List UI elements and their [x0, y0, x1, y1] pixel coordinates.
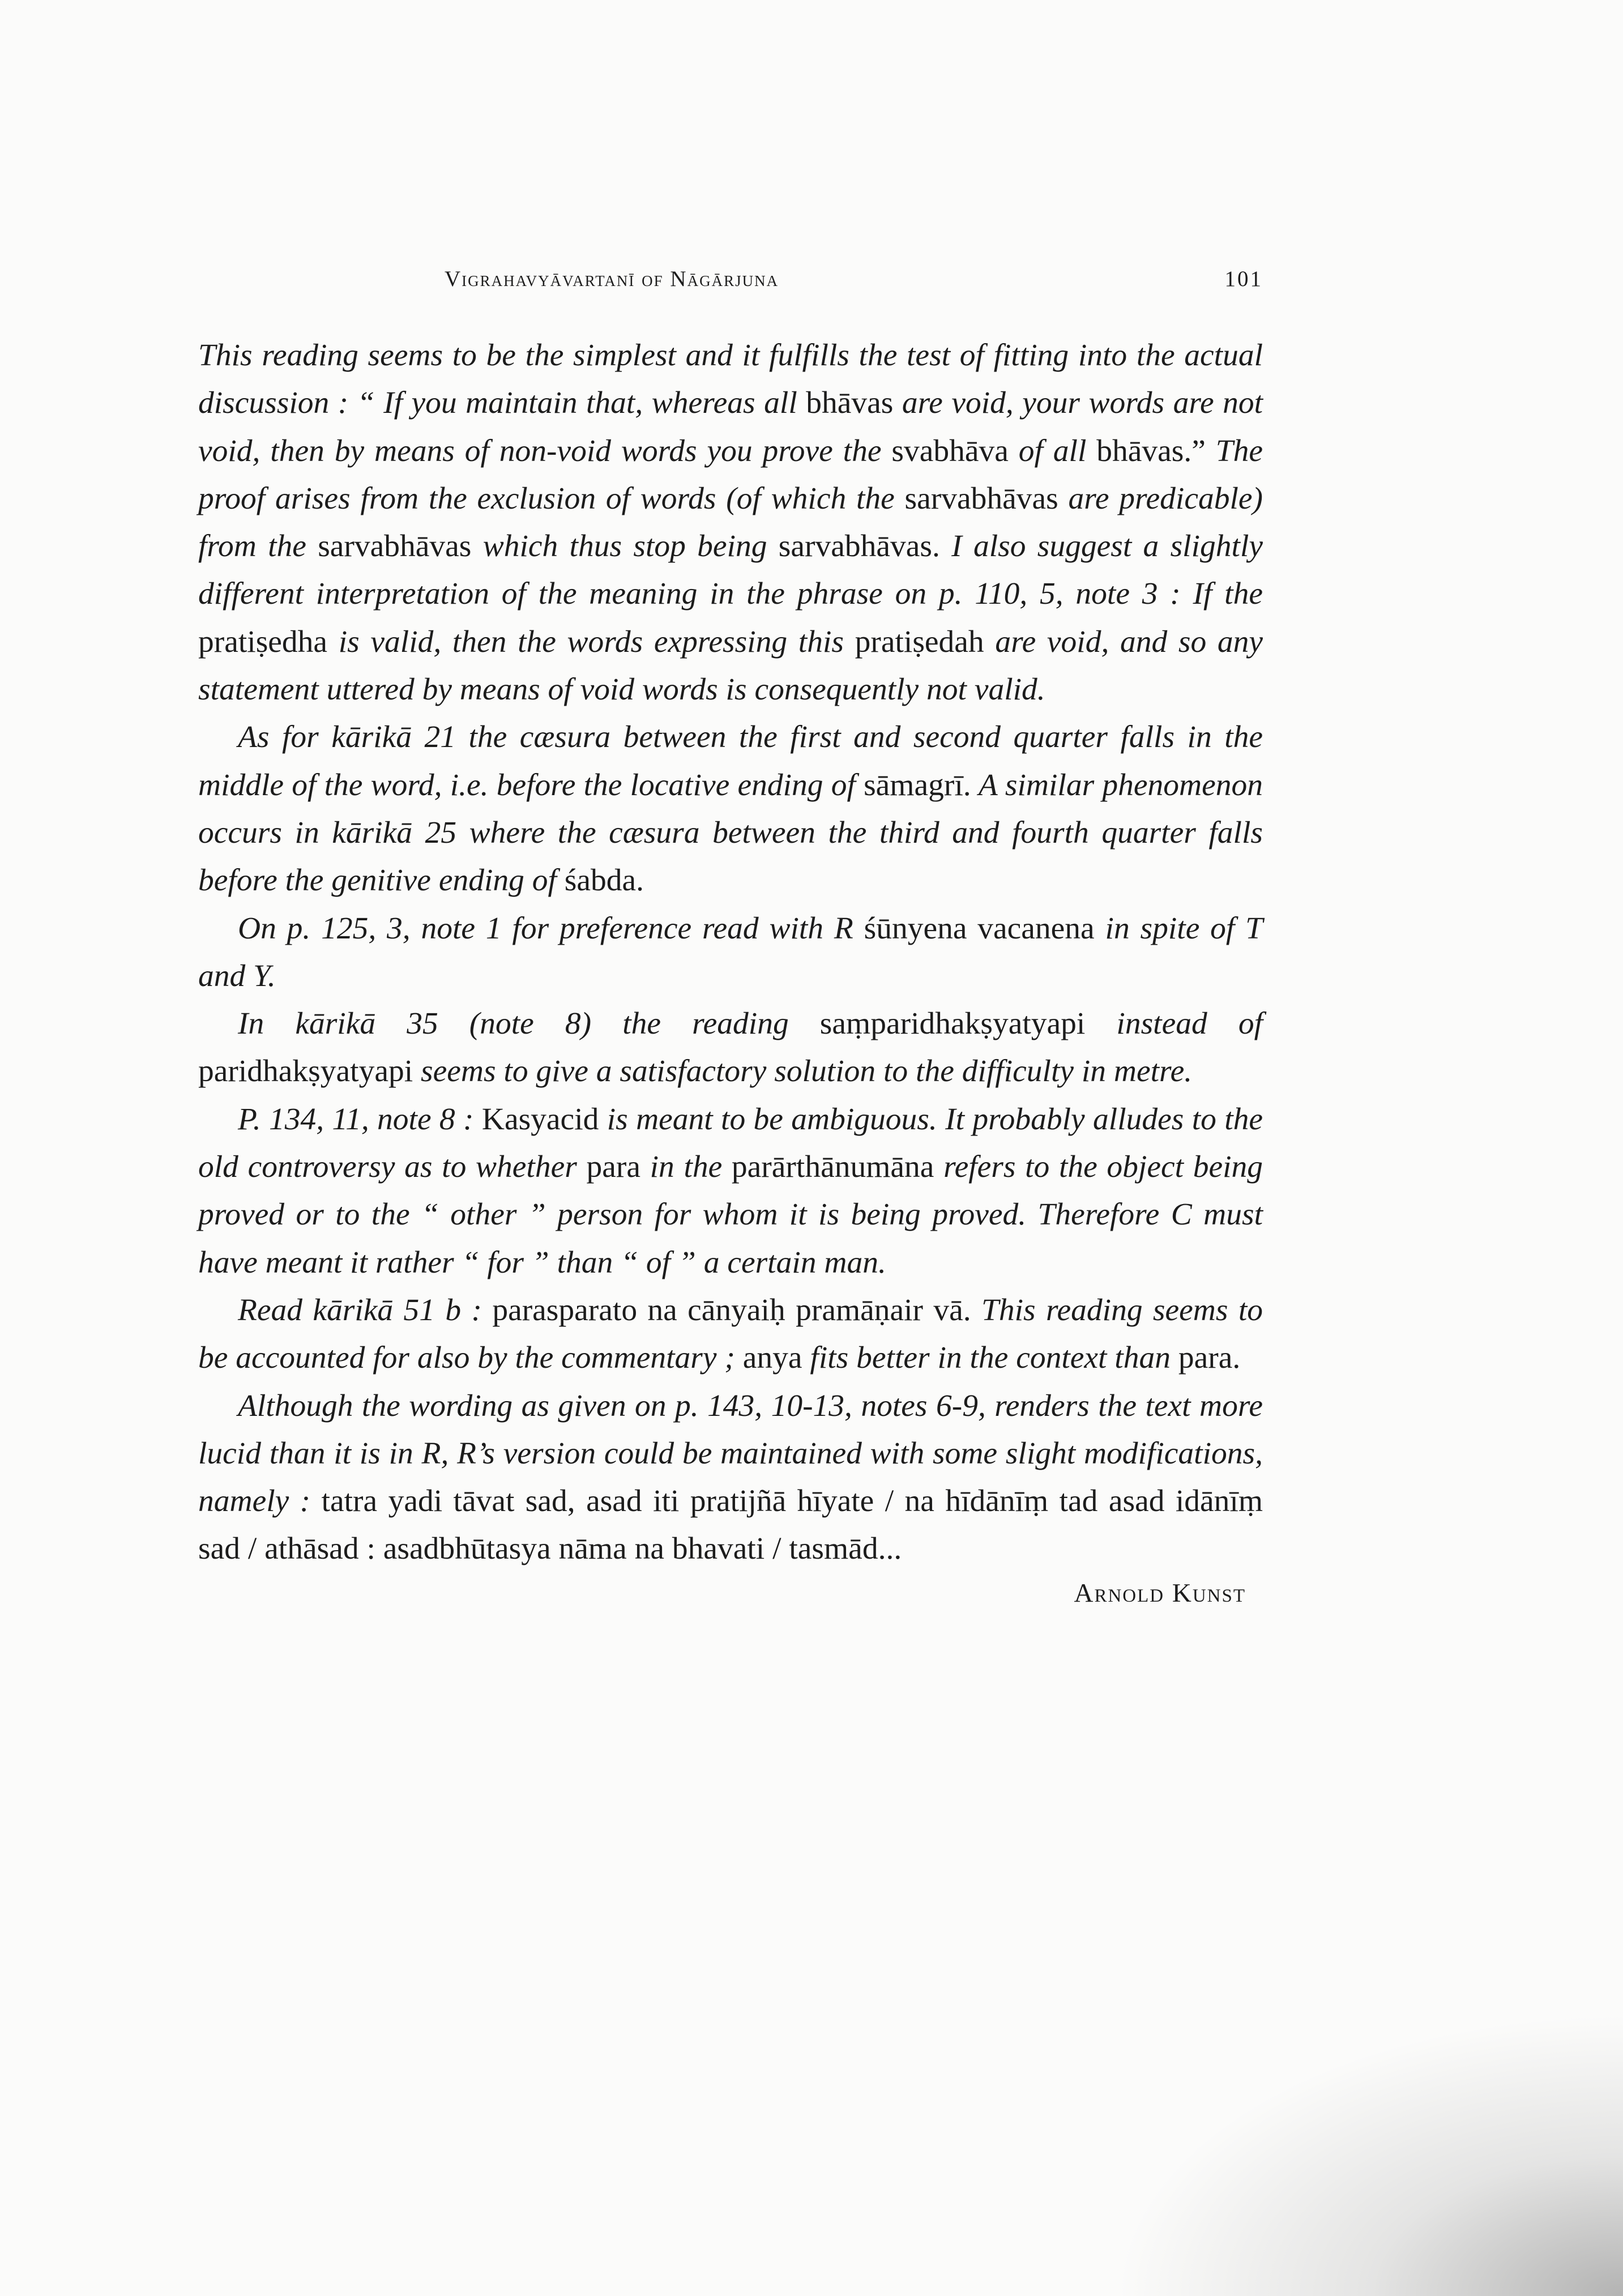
author-signature: Arnold Kunst — [1074, 1578, 1246, 1608]
scan-shadow — [1113, 2013, 1623, 2296]
page-number: 101 — [1224, 267, 1263, 291]
running-head: Vigrahavyāvartanī of Nāgārjuna — [445, 267, 779, 291]
paragraph-3: On p. 125, 3, note 1 for preference read with R śūnyena vacanena in spite of T and Y. — [198, 911, 1263, 993]
page-header — [198, 266, 1263, 306]
paragraph-6: Read kārikā 51 b : parasparato na cānyaiḥ pramāṇair vā. This reading seems to be accounted for also by the commentary ; anya fits better in the context than para. — [198, 1292, 1263, 1376]
paragraph-2: As for kārikā 21 the cæsura between the first and second quarter falls in the middle of the word, i.e. before the locative ending of sāmagrī. A similar phenomenon occurs in kārikā 25 where the cæsura between the third and fourth quarter falls before the genitive ending of śabda. — [198, 720, 1263, 898]
paragraph-5: P. 134, 11, note 8 : Kasyacid is meant to be ambiguous. It probably alludes to the old controversy as to whether para in the parārthānumāna refers to the object being proved or to the “ other ” person for whom it is being proved. Therefore C must have meant it rather “ for ” than “ of ” a certain man. — [198, 1102, 1263, 1280]
page — [198, 266, 1263, 1608]
paragraph-1: This reading seems to be the simplest and it fulfills the test of fitting into the actual discussion : “ If you maintain that, whereas all bhāvas are void, your words are not void, then by means of non-void words you prove the svabhāva of all bhāvas.” The proof arises from the exclusion of words (of which the sarvabhāvas are predicable) from the sarvabhāvas which thus stop being sarvabhāvas. I also suggest a slightly different interpretation of the meaning in the phrase on p. 110, 5, note 3 : If the pratiṣedha is valid, then the words expressing this pratiṣedah are void, and so any statement uttered by means of void words is consequently not valid. — [198, 338, 1263, 707]
body-text — [198, 332, 1263, 1573]
paragraph-7: Although the wording as given on p. 143, 10-13, notes 6-9, renders the text more lucid than it is in R, R’s version could be maintained with some slight modifications, namely : tatra yadi tāvat sad, asad iti pratijñā hīyate / na hīdānīṃ tad asad idānīṃ sad / athāsad : asadbhūtasya nāma na bhavati / tasmād... — [198, 1388, 1263, 1567]
paragraph-4: In kārikā 35 (note 8) the reading saṃparidhakṣyatyapi instead of paridhakṣyatyapi seems to give a satisfactory solution to the difficulty in metre. — [198, 1006, 1263, 1089]
